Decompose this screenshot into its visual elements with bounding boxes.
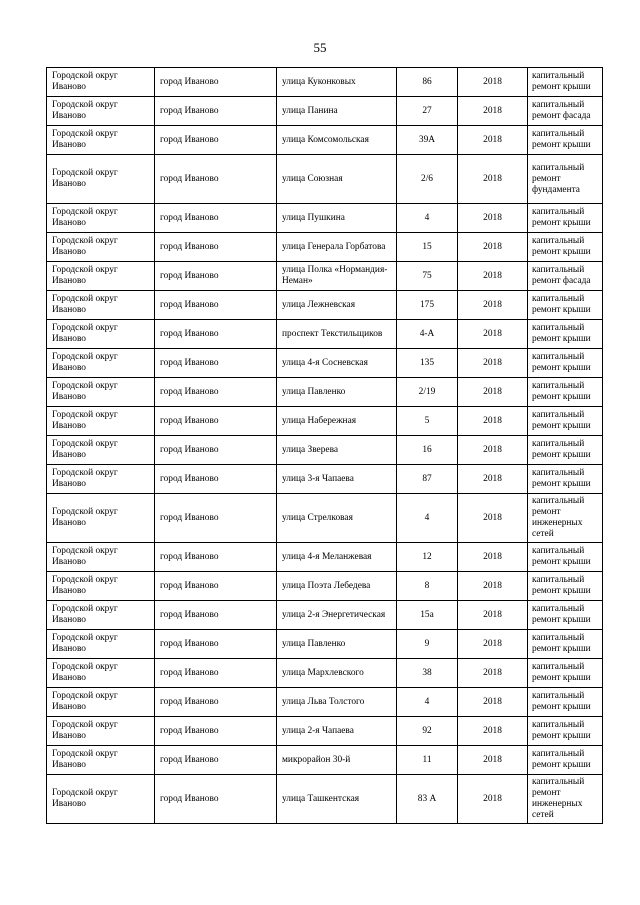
city-cell: город Иваново [155, 126, 277, 155]
table-row [47, 68, 603, 97]
municipality-cell: Городской округ Иваново [47, 320, 155, 349]
street-cell: улица Стрелковая [277, 494, 397, 543]
street-cell: улица Павленко [277, 630, 397, 659]
year-cell: 2018 [458, 436, 528, 465]
year-cell: 2018 [458, 204, 528, 233]
table-row [47, 155, 603, 204]
work-type-cell: капитальный ремонт инженерных сетей [528, 494, 603, 543]
house-number-cell: 5 [397, 407, 458, 436]
house-number-cell: 12 [397, 543, 458, 572]
house-number-cell: 15 [397, 233, 458, 262]
municipality-cell: Городской округ Иваново [47, 378, 155, 407]
table-row [47, 630, 603, 659]
municipality-cell: Городской округ Иваново [47, 601, 155, 630]
year-cell: 2018 [458, 746, 528, 775]
year-cell: 2018 [458, 97, 528, 126]
street-cell: улица Лежневская [277, 291, 397, 320]
year-cell: 2018 [458, 775, 528, 824]
table-row [47, 407, 603, 436]
year-cell: 2018 [458, 601, 528, 630]
table-row [47, 126, 603, 155]
city-cell: город Иваново [155, 436, 277, 465]
table-row [47, 233, 603, 262]
municipality-cell: Городской округ Иваново [47, 407, 155, 436]
house-number-cell: 75 [397, 262, 458, 291]
table-row [47, 436, 603, 465]
year-cell: 2018 [458, 572, 528, 601]
table-row [47, 320, 603, 349]
city-cell: город Иваново [155, 262, 277, 291]
municipality-cell: Городской округ Иваново [47, 68, 155, 97]
work-type-cell: капитальный ремонт крыши [528, 126, 603, 155]
year-cell: 2018 [458, 717, 528, 746]
street-cell: улица Льва Толстого [277, 688, 397, 717]
house-number-cell: 87 [397, 465, 458, 494]
municipality-cell: Городской округ Иваново [47, 126, 155, 155]
street-cell: улица 2-я Энергетическая [277, 601, 397, 630]
street-cell: улица Полка «Нормандия-Неман» [277, 262, 397, 291]
house-number-cell: 39А [397, 126, 458, 155]
table-row [47, 291, 603, 320]
house-number-cell: 135 [397, 349, 458, 378]
table-row [47, 717, 603, 746]
table-row [47, 601, 603, 630]
municipality-cell: Городской округ Иваново [47, 688, 155, 717]
year-cell: 2018 [458, 630, 528, 659]
house-number-cell: 83 А [397, 775, 458, 824]
house-number-cell: 16 [397, 436, 458, 465]
street-cell: улица 4-я Сосневская [277, 349, 397, 378]
work-type-cell: капитальный ремонт крыши [528, 572, 603, 601]
city-cell: город Иваново [155, 204, 277, 233]
street-cell: улица Союзная [277, 155, 397, 204]
house-number-cell: 175 [397, 291, 458, 320]
work-type-cell: капитальный ремонт крыши [528, 291, 603, 320]
table-row [47, 775, 603, 824]
city-cell: город Иваново [155, 494, 277, 543]
street-cell: улица Куконковых [277, 68, 397, 97]
work-type-cell: капитальный ремонт фундамента [528, 155, 603, 204]
year-cell: 2018 [458, 688, 528, 717]
page-number: 55 [313, 40, 327, 55]
year-cell: 2018 [458, 233, 528, 262]
street-cell: улица 3-я Чапаева [277, 465, 397, 494]
municipality-cell: Городской округ Иваново [47, 291, 155, 320]
table-row [47, 746, 603, 775]
work-type-cell: капитальный ремонт крыши [528, 436, 603, 465]
municipality-cell: Городской округ Иваново [47, 436, 155, 465]
city-cell: город Иваново [155, 630, 277, 659]
work-type-cell: капитальный ремонт крыши [528, 601, 603, 630]
city-cell: город Иваново [155, 291, 277, 320]
municipality-cell: Городской округ Иваново [47, 349, 155, 378]
work-type-cell: капитальный ремонт крыши [528, 378, 603, 407]
municipality-cell: Городской округ Иваново [47, 775, 155, 824]
house-number-cell: 92 [397, 717, 458, 746]
year-cell: 2018 [458, 494, 528, 543]
work-type-cell: капитальный ремонт крыши [528, 233, 603, 262]
municipality-cell: Городской округ Иваново [47, 543, 155, 572]
work-type-cell: капитальный ремонт крыши [528, 659, 603, 688]
municipality-cell: Городской округ Иваново [47, 717, 155, 746]
table-row [47, 572, 603, 601]
street-cell: улица Панина [277, 97, 397, 126]
house-number-cell: 2/6 [397, 155, 458, 204]
work-type-cell: капитальный ремонт фасада [528, 262, 603, 291]
street-cell: улица Павленко [277, 378, 397, 407]
table-row [47, 378, 603, 407]
city-cell: город Иваново [155, 155, 277, 204]
municipality-cell: Городской округ Иваново [47, 494, 155, 543]
municipality-cell: Городской округ Иваново [47, 659, 155, 688]
street-cell: проспект Текстильщиков [277, 320, 397, 349]
work-type-cell: капитальный ремонт крыши [528, 68, 603, 97]
house-number-cell: 4 [397, 204, 458, 233]
work-type-cell: капитальный ремонт инженерных сетей [528, 775, 603, 824]
municipality-cell: Городской округ Иваново [47, 630, 155, 659]
house-number-cell: 4-А [397, 320, 458, 349]
municipality-cell: Городской округ Иваново [47, 746, 155, 775]
municipality-cell: Городской округ Иваново [47, 233, 155, 262]
table-row [47, 465, 603, 494]
year-cell: 2018 [458, 543, 528, 572]
house-number-cell: 15а [397, 601, 458, 630]
municipality-cell: Городской округ Иваново [47, 572, 155, 601]
street-cell: улица Комсомольская [277, 126, 397, 155]
municipality-cell: Городской округ Иваново [47, 204, 155, 233]
city-cell: город Иваново [155, 717, 277, 746]
city-cell: город Иваново [155, 378, 277, 407]
table-row [47, 349, 603, 378]
city-cell: город Иваново [155, 68, 277, 97]
year-cell: 2018 [458, 407, 528, 436]
house-number-cell: 86 [397, 68, 458, 97]
work-type-cell: капитальный ремонт крыши [528, 320, 603, 349]
street-cell: улица Мархлевского [277, 659, 397, 688]
table-row [47, 262, 603, 291]
house-number-cell: 8 [397, 572, 458, 601]
city-cell: город Иваново [155, 465, 277, 494]
city-cell: город Иваново [155, 601, 277, 630]
table-row [47, 204, 603, 233]
street-cell: микрорайон 30-й [277, 746, 397, 775]
work-type-cell: капитальный ремонт крыши [528, 688, 603, 717]
year-cell: 2018 [458, 320, 528, 349]
table-row [47, 659, 603, 688]
year-cell: 2018 [458, 378, 528, 407]
street-cell: улица Набережная [277, 407, 397, 436]
table-row [47, 688, 603, 717]
house-number-cell: 11 [397, 746, 458, 775]
city-cell: город Иваново [155, 349, 277, 378]
work-type-cell: капитальный ремонт крыши [528, 717, 603, 746]
work-type-cell: капитальный ремонт крыши [528, 465, 603, 494]
city-cell: город Иваново [155, 688, 277, 717]
city-cell: город Иваново [155, 97, 277, 126]
table-row [47, 494, 603, 543]
house-number-cell: 4 [397, 688, 458, 717]
house-number-cell: 9 [397, 630, 458, 659]
municipality-cell: Городской округ Иваново [47, 262, 155, 291]
street-cell: улица Зверева [277, 436, 397, 465]
house-number-cell: 27 [397, 97, 458, 126]
year-cell: 2018 [458, 126, 528, 155]
house-number-cell: 38 [397, 659, 458, 688]
city-cell: город Иваново [155, 775, 277, 824]
work-type-cell: капитальный ремонт крыши [528, 630, 603, 659]
work-type-cell: капитальный ремонт крыши [528, 746, 603, 775]
work-type-cell: капитальный ремонт крыши [528, 407, 603, 436]
year-cell: 2018 [458, 659, 528, 688]
table-row [47, 543, 603, 572]
repair-schedule-table [46, 67, 603, 824]
work-type-cell: капитальный ремонт фасада [528, 97, 603, 126]
year-cell: 2018 [458, 155, 528, 204]
city-cell: город Иваново [155, 320, 277, 349]
year-cell: 2018 [458, 291, 528, 320]
city-cell: город Иваново [155, 659, 277, 688]
year-cell: 2018 [458, 349, 528, 378]
year-cell: 2018 [458, 465, 528, 494]
city-cell: город Иваново [155, 746, 277, 775]
city-cell: город Иваново [155, 572, 277, 601]
street-cell: улица Пушкина [277, 204, 397, 233]
municipality-cell: Городской округ Иваново [47, 155, 155, 204]
city-cell: город Иваново [155, 543, 277, 572]
work-type-cell: капитальный ремонт крыши [528, 349, 603, 378]
street-cell: улица Ташкентская [277, 775, 397, 824]
work-type-cell: капитальный ремонт крыши [528, 204, 603, 233]
street-cell: улица 4-я Меланжевая [277, 543, 397, 572]
house-number-cell: 2/19 [397, 378, 458, 407]
street-cell: улица Поэта Лебедева [277, 572, 397, 601]
table-row [47, 97, 603, 126]
street-cell: улица 2-я Чапаева [277, 717, 397, 746]
house-number-cell: 4 [397, 494, 458, 543]
municipality-cell: Городской округ Иваново [47, 465, 155, 494]
street-cell: улица Генерала Горбатова [277, 233, 397, 262]
work-type-cell: капитальный ремонт крыши [528, 543, 603, 572]
year-cell: 2018 [458, 68, 528, 97]
city-cell: город Иваново [155, 233, 277, 262]
municipality-cell: Городской округ Иваново [47, 97, 155, 126]
city-cell: город Иваново [155, 407, 277, 436]
year-cell: 2018 [458, 262, 528, 291]
